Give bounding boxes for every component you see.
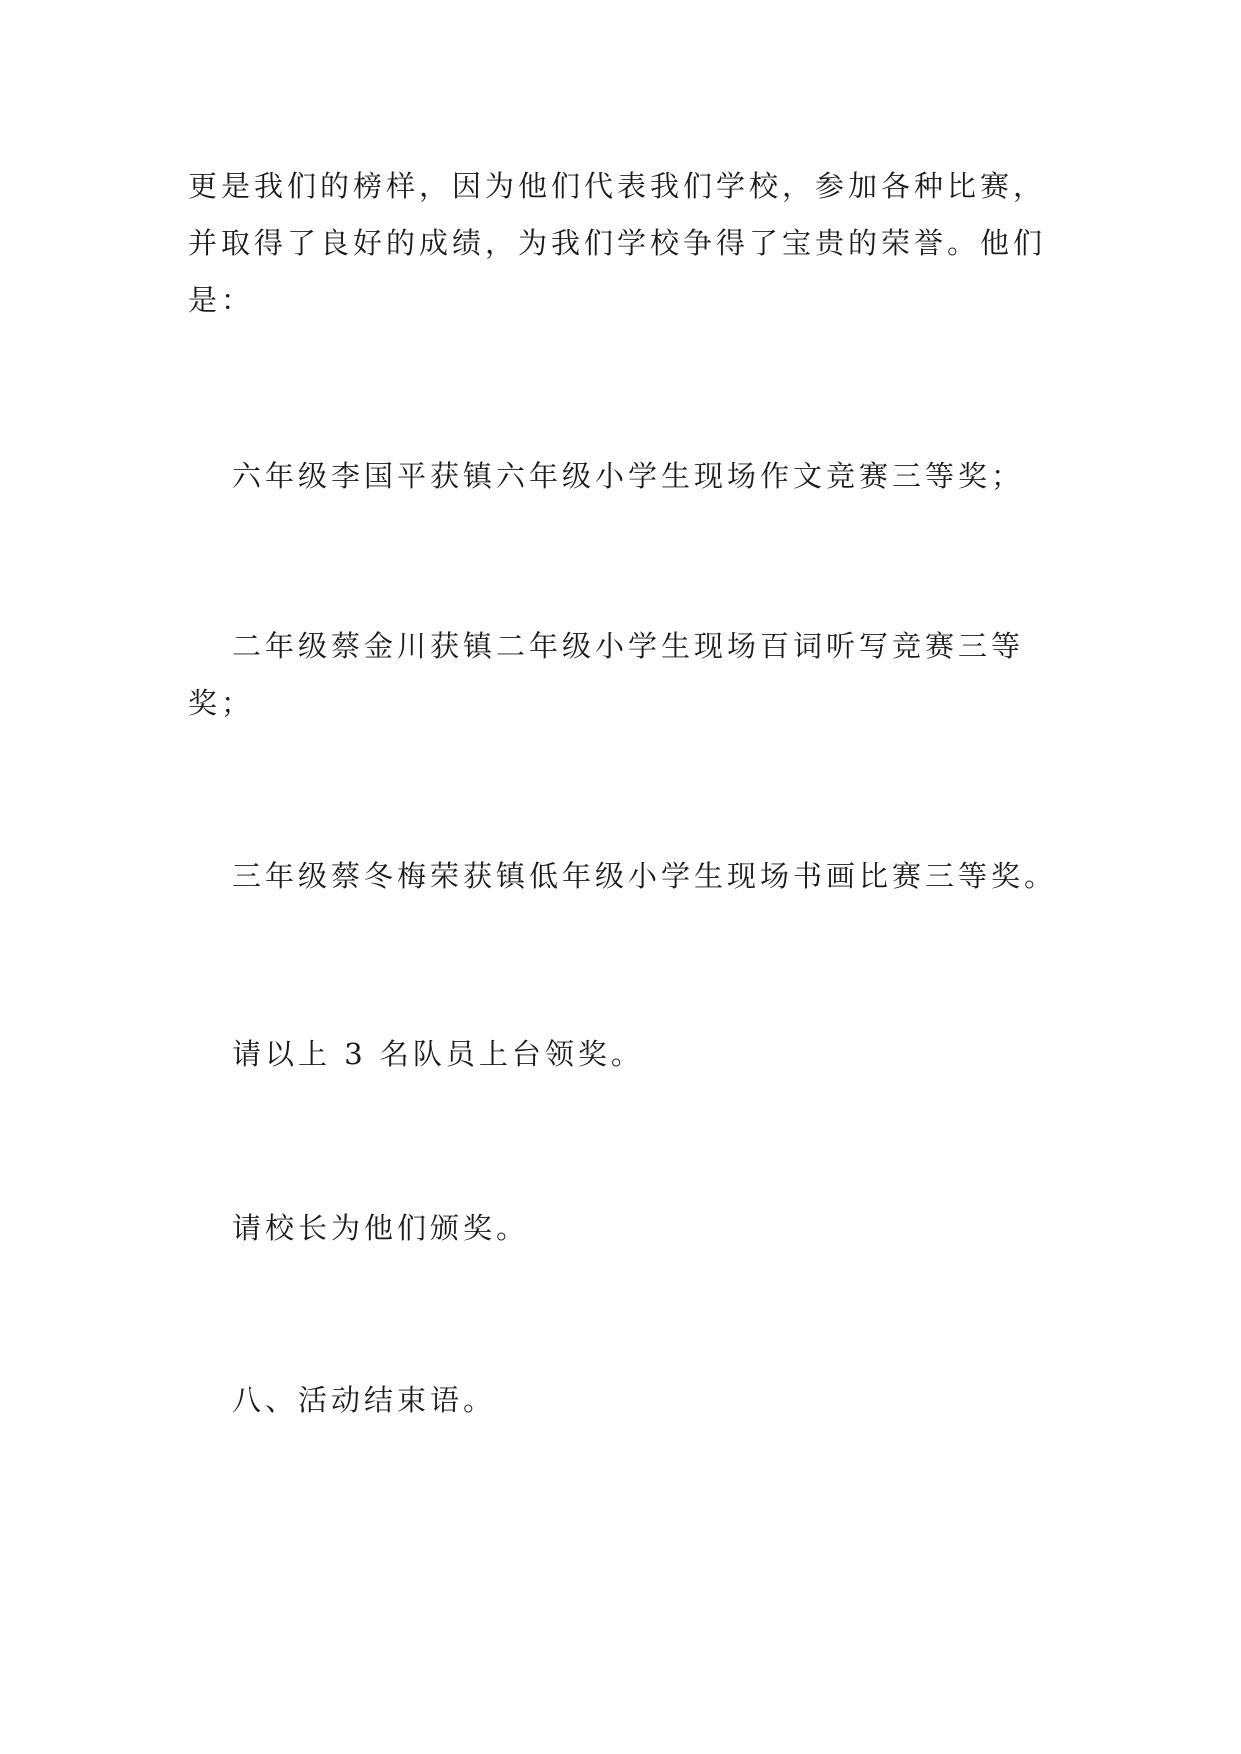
paragraph-role-models: 更是我们的榜样，因为他们代表我们学校，参加各种比赛，并取得了良好的成绩，为我们学校争得了宝贵的荣誉。他们是： [188,169,1047,317]
paragraph-award-cai-jinchuan: 二年级蔡金川获镇二年级小学生现场百词听写竞赛三等奖； [188,629,1025,720]
paragraph-award-cai-dongmei: 三年级蔡冬梅荣获镇低年级小学生现场书画比赛三等奖。 [232,859,1058,893]
paragraph-closing-section: 八、活动结束语。 [232,1383,497,1417]
paragraph-invite-to-stage: 请以上 3 名队员上台领奖。 [232,1037,644,1071]
paragraph-award-li-guoping: 六年级李国平获镇六年级小学生现场作文竞赛三等奖； [232,459,1025,493]
paragraph-principal-presents: 请校长为他们颁奖。 [232,1211,530,1245]
